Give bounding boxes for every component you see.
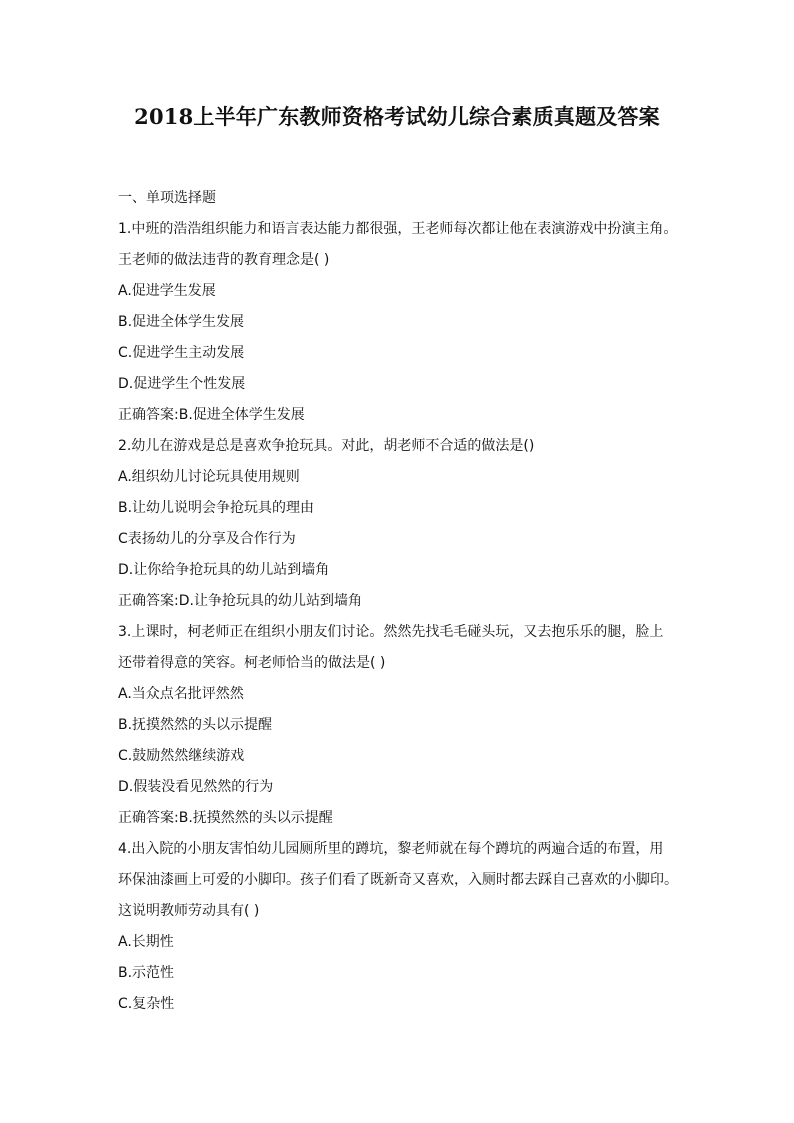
question-stem-line: 还带着得意的笑容。柯老师恰当的做法是( ) <box>118 655 386 671</box>
answer-option-d: D.假装没看见然然的行为 <box>118 779 274 795</box>
answer-option-c: C表扬幼儿的分享及合作行为 <box>118 531 296 547</box>
question-stem <box>118 617 678 679</box>
question-stem-line: 3.上课时，柯老师正在组织小朋友们讨论。然然先找毛毛碰头玩，又去抱乐乐的腿，脸上 <box>118 624 664 640</box>
question-3 <box>118 617 678 834</box>
question-stem <box>118 834 678 927</box>
correct-answer: 正确答案:B.抚摸然然的头以示提醒 <box>118 810 333 826</box>
answer-option-a: A.组织幼儿讨论玩具使用规则 <box>118 469 300 485</box>
correct-answer: 正确答案:B.促进全体学生发展 <box>118 407 305 423</box>
answer-option-c: C.促进学生主动发展 <box>118 345 245 361</box>
document-title: 2018上半年广东教师资格考试幼儿综合素质真题及答案 <box>134 104 660 129</box>
answer-option-d: D.促进学生个性发展 <box>118 376 246 392</box>
section-title: 一、单项选择题 <box>118 190 216 206</box>
answer-option-a: A.促进学生发展 <box>118 283 216 299</box>
question-stem-line: 4.出入院的小朋友害怕幼儿园厕所里的蹲坑，黎老师就在每个蹲坑的两遍合适的布置，用 <box>118 841 664 857</box>
document-content <box>118 183 678 1020</box>
answer-option-b: B.让幼儿说明会争抢玩具的理由 <box>118 500 315 516</box>
question-stem-line: 王老师的做法违背的教育理念是( ) <box>118 252 330 268</box>
answer-option-b: B.抚摸然然的头以示提醒 <box>118 717 273 733</box>
answer-option-b: B.促进全体学生发展 <box>118 314 245 330</box>
question-stem <box>118 214 678 276</box>
question-stem-line: 环保油漆画上可爱的小脚印。孩子们看了既新奇又喜欢，入厕时都去踩自己喜欢的小脚印。 <box>118 872 678 888</box>
question-stem <box>118 431 678 462</box>
answer-option-d: D.让你给争抢玩具的幼儿站到墙角 <box>118 562 330 578</box>
question-2 <box>118 431 678 617</box>
question-stem-line: 这说明教师劳动具有( ) <box>118 903 260 919</box>
answer-option-c: C.复杂性 <box>118 996 175 1012</box>
answer-option-c: C.鼓励然然继续游戏 <box>118 748 245 764</box>
question-4 <box>118 834 678 1020</box>
answer-option-a: A.当众点名批评然然 <box>118 686 244 702</box>
answer-option-a: A.长期性 <box>118 934 174 950</box>
question-stem-line: 1.中班的浩浩组织能力和语言表达能力都很强，王老师每次都让他在表演游戏中扮演主角。 <box>118 221 678 237</box>
answer-option-b: B.示范性 <box>118 965 175 981</box>
correct-answer: 正确答案:D.让争抢玩具的幼儿站到墙角 <box>118 593 362 609</box>
question-stem-line: 2.幼儿在游戏是总是喜欢争抢玩具。对此，胡老师不合适的做法是() <box>118 438 535 454</box>
question-1 <box>118 214 678 431</box>
